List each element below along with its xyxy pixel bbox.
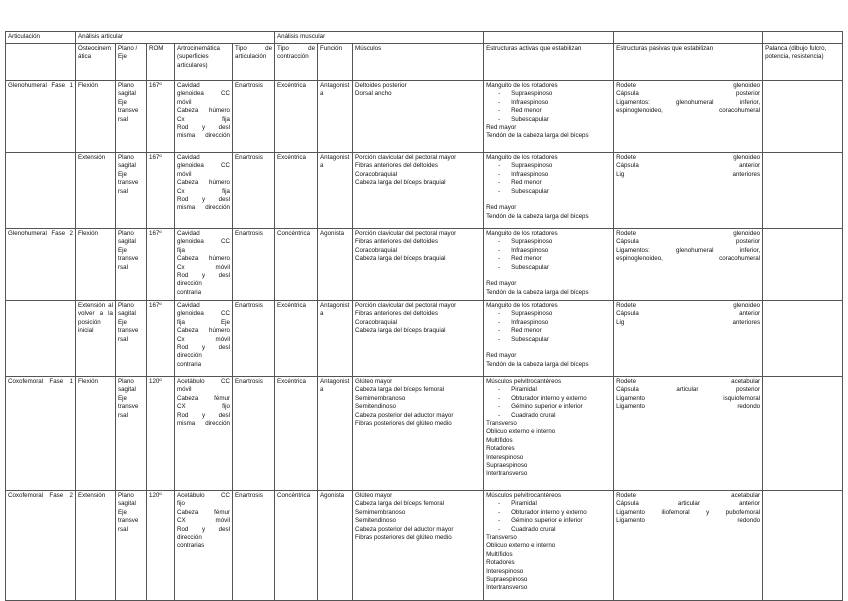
activas-line: Red mayor (486, 352, 517, 360)
list-item: - Subescapular (486, 188, 611, 196)
header-analisis-muscular: Análisis muscular (275, 32, 484, 44)
artrocinematica-cell-line: contraria (177, 288, 202, 296)
artrocinematica-cell-line: Cabeza húmero (177, 107, 230, 115)
activas-title: Músculos pelvitrocantéreos (486, 492, 562, 499)
pasivas-cell-line: Rodete glenoideo (616, 154, 761, 161)
header-row (6, 32, 843, 44)
plano-eje-cell-line: sagital (118, 90, 136, 98)
artrocinematica-cell-line: misma dirección (177, 420, 230, 428)
plano-eje-cell-line: Plano (118, 82, 134, 89)
plano-eje-cell-line: rsal (118, 525, 128, 533)
activas-cell (484, 229, 614, 301)
plano-eje-cell-line: Eje (118, 508, 127, 516)
musculos-cell-line: Cabeza larga del bíceps braquial (355, 179, 446, 187)
osteocinematica-cell: Flexión (76, 81, 116, 153)
plano-eje-cell-line: rsal (118, 115, 128, 123)
column-header-plano-eje: Plano / Eje (116, 44, 147, 81)
activas-line (486, 272, 611, 280)
tipo-contraccion-cell: Excéntrica (275, 81, 318, 153)
osteocinematica-cell: Flexión (76, 229, 116, 301)
artrocinematica-cell-line: Cavidad (177, 302, 200, 309)
artrocinematica-cell-line: contraria (177, 360, 202, 368)
activas-line: Transverso (486, 420, 517, 428)
activas-list (486, 386, 611, 420)
osteocinematica-cell: Extensión (76, 491, 116, 601)
table-row (6, 229, 843, 301)
list-item: - Gémino superior e inferior (486, 403, 611, 411)
activas-cell (484, 153, 614, 229)
artrocinematica-cell-line: Cx móvil (177, 263, 230, 271)
activas-line: Intertransverso (486, 470, 528, 478)
musculos-cell-line: Cabeza larga del bíceps braquial (355, 255, 446, 263)
musculos-cell-line: Semitendinoso (355, 517, 396, 525)
column-header-funcion: Función (318, 44, 353, 81)
artrocinematica-cell (175, 491, 233, 601)
table-row (6, 301, 843, 377)
list-item: - Subescapular (486, 336, 611, 344)
list-item: - Obturador interno y externo (486, 395, 611, 403)
musculos-cell-line: Cabeza larga del bíceps femoral (355, 500, 445, 508)
artrocinematica-cell-line: glenoidea CC (177, 238, 230, 246)
list-item: - Gémino superior e inferior (486, 517, 611, 525)
list-item: - Piramidal (486, 500, 611, 508)
artrocinematica-cell-line: fijo (177, 500, 185, 508)
activas-line: Transverso (486, 534, 517, 542)
musculos-cell-line: Coracobraquial (355, 170, 398, 178)
artrocinematica-cell (175, 301, 233, 377)
plano-eje-cell-line: Eje (118, 394, 127, 402)
musculos-cell (353, 153, 484, 229)
plano-eje-cell-line: rsal (118, 187, 128, 195)
tipo-articulacion-cell: Enartrosis (233, 301, 275, 377)
pasivas-cell (614, 377, 763, 491)
artrocinematica-cell-line: móvil (177, 386, 192, 394)
column-header-palanca: Palanca (dibujo fulcro, potencia, resistencia) (763, 44, 843, 81)
musculos-cell-line: Coracobraquial (355, 246, 398, 254)
pasivas-cell-line: Ligamentos: glenohumeral inferior, (616, 246, 761, 254)
activas-list (486, 310, 611, 344)
column-header-musculos: Músculos (353, 44, 484, 81)
rom-cell: 167º (147, 229, 175, 301)
tipo-contraccion-cell: Excéntrica (275, 377, 318, 491)
artrocinematica-cell-line: glenoidea CC (177, 162, 230, 170)
header-blank (614, 32, 763, 44)
column-header-row (6, 44, 843, 81)
pasivas-cell-line: Cápsula posterior (616, 238, 761, 246)
pasivas-cell-line: Cápsula posterior (616, 90, 761, 98)
plano-eje-cell-line: rsal (118, 411, 128, 419)
tipo-articulacion-cell: Enartrosis (233, 491, 275, 601)
plano-eje-cell-line: Plano (118, 378, 134, 385)
header-articulacion: Articulación (6, 32, 76, 44)
artrocinematica-cell-line: Rod y desl (177, 344, 230, 352)
list-item: - Infraespinoso (486, 319, 611, 327)
column-header-artrocinematica: Artrocinemática (superficies articulares) (175, 44, 233, 81)
artrocinematica-cell-line: fija (177, 246, 185, 254)
tipo-contraccion-cell: Excéntrica (275, 301, 318, 377)
musculos-cell-line: Fibras anteriores del deltoides (355, 310, 438, 318)
artrocinematica-cell-line: Rod y desl (177, 124, 230, 132)
funcion-cell: Agonista (318, 229, 353, 301)
pasivas-cell-line: Lig anteriores (616, 170, 761, 178)
plano-eje-cell-line: Eje (118, 318, 127, 326)
plano-eje-cell-line: Eje (118, 170, 127, 178)
musculos-cell (353, 301, 484, 377)
plano-eje-cell-line: Plano (118, 492, 134, 499)
plano-eje-cell (116, 81, 147, 153)
plano-eje-cell-line: transve (118, 327, 139, 335)
artrocinematica-cell-line: Acetábulo CC (177, 492, 230, 499)
table-body (6, 81, 843, 601)
pasivas-cell-line: espinoglenoideo, coracohumeral (616, 107, 761, 115)
activas-title: Manguito de los rotadores (486, 230, 558, 237)
table-row (6, 81, 843, 153)
plano-eje-cell-line: sagital (118, 310, 136, 318)
palanca-cell (763, 301, 843, 377)
artrocinematica-cell-line: dirección (177, 534, 202, 542)
activas-line (486, 196, 611, 204)
plano-eje-cell-line: sagital (118, 500, 136, 508)
artrocinematica-cell-line: Cabeza húmero (177, 327, 230, 335)
activas-line: Tendón de la cabeza larga del bíceps (486, 212, 589, 220)
tipo-contraccion-cell: Concéntrica (275, 491, 318, 601)
activas-cell (484, 491, 614, 601)
tipo-contraccion-cell: Concéntrica (275, 229, 318, 301)
plano-eje-cell (116, 229, 147, 301)
activas-line: Tendón de la cabeza larga del bíceps (486, 360, 589, 368)
plano-eje-cell-line: sagital (118, 162, 136, 170)
list-item: - Infraespinoso (486, 99, 611, 107)
tipo-articulacion-cell: Enartrosis (233, 377, 275, 491)
artrocinematica-cell (175, 153, 233, 229)
pasivas-cell-line: Ligamento iliofemoral y pubofemoral (616, 508, 761, 516)
musculos-cell-line: Cabeza larga del bíceps femoral (355, 386, 445, 394)
plano-eje-cell-line: transve (118, 179, 139, 187)
musculos-cell-line: Fibras anteriores del deltoides (355, 162, 438, 170)
activas-title: Manguito de los rotadores (486, 302, 558, 309)
pasivas-cell-line: Rodete glenoideo (616, 82, 761, 89)
artrocinematica-cell-line: CX fijo (177, 403, 230, 411)
list-item: - Infraespinoso (486, 247, 611, 255)
activas-title: Músculos pelvitrocantéreos (486, 378, 562, 385)
musculos-cell-line: Semitendinoso (355, 403, 396, 411)
musculos-cell-line: Glúteo mayor (355, 492, 393, 499)
activas-line: Supraespinoso (486, 462, 528, 470)
musculos-cell-line: Coracobraquial (355, 318, 398, 326)
plano-eje-cell-line: transve (118, 255, 139, 263)
palanca-cell (763, 81, 843, 153)
plano-eje-cell (116, 301, 147, 377)
activas-line: Intertransverso (486, 584, 528, 592)
activas-title: Manguito de los rotadores (486, 154, 558, 161)
musculos-cell-line: Semimembranoso (355, 508, 406, 516)
column-header-pasivas: Estructuras pasivas que estabilizan (614, 44, 763, 81)
plano-eje-cell-line: transve (118, 403, 139, 411)
activas-cell (484, 301, 614, 377)
musculos-cell-line: Fibras anteriores del deltoides (355, 238, 438, 246)
pasivas-cell-line: Rodete acetabular (616, 492, 761, 499)
plano-eje-cell-line: Plano (118, 230, 134, 237)
list-item: - Supraespinoso (486, 162, 611, 170)
column-header-tipo-articulacion: Tipo de articulación (233, 44, 275, 81)
musculos-cell-line: Fibras posteriores del glúteo medio (355, 534, 452, 542)
palanca-cell (763, 377, 843, 491)
tipo-articulacion-cell: Enartrosis (233, 229, 275, 301)
activas-line: Red mayor (486, 124, 517, 132)
musculos-cell-line: Porción clavicular del pectoral mayor (355, 154, 457, 161)
tipo-articulacion-cell: Enartrosis (233, 153, 275, 229)
articulacion-cell (6, 301, 76, 377)
plano-eje-cell (116, 491, 147, 601)
list-item: - Subescapular (486, 116, 611, 124)
artrocinematica-cell-line: Cavidad (177, 154, 200, 161)
artrocinematica-cell-line: Cx fija (177, 187, 230, 195)
activas-list (486, 500, 611, 534)
rom-cell: 167º (147, 301, 175, 377)
activas-line: Interespinoso (486, 453, 524, 461)
articulacion-cell (6, 153, 76, 229)
artrocinematica-cell-line: glenoidea CC (177, 310, 230, 318)
artrocinematica-cell-line: Cabeza fémur (177, 508, 230, 516)
plano-eje-cell-line: sagital (118, 238, 136, 246)
pasivas-cell-line: Rodete acetabular (616, 378, 761, 385)
osteocinematica-cell: Extensión al volver a la posición inicial (76, 301, 116, 377)
column-header-rom: ROM (147, 44, 175, 81)
palanca-cell (763, 491, 843, 601)
pasivas-cell-line: Rodete glenoideo (616, 302, 761, 309)
activas-line: Supraespinoso (486, 576, 528, 584)
funcion-cell: Antagonista (318, 301, 353, 377)
column-header-blank (6, 44, 76, 81)
artrocinematica-cell-line: Cx móvil (177, 335, 230, 343)
palanca-cell (763, 153, 843, 229)
activas-line: Red mayor (486, 280, 517, 288)
artrocinematica-cell (175, 229, 233, 301)
plano-eje-cell (116, 153, 147, 229)
activas-line: Oblicuo externo e interno (486, 542, 556, 550)
musculos-cell (353, 491, 484, 601)
artrocinematica-cell (175, 377, 233, 491)
musculos-cell (353, 81, 484, 153)
musculos-cell-line: Porción clavicular del pectoral mayor (355, 230, 457, 237)
activas-cell (484, 81, 614, 153)
musculos-cell-line: Porción clavicular del pectoral mayor (355, 302, 457, 309)
musculos-cell-line: Cabeza posterior del aductor mayor (355, 411, 454, 419)
list-item: - Red menor (486, 327, 611, 335)
musculos-cell (353, 377, 484, 491)
osteocinematica-cell: Flexión (76, 377, 116, 491)
artrocinematica-cell-line: Cavidad (177, 230, 200, 237)
artrocinematica-cell-line: CX móvil (177, 517, 230, 525)
activas-list (486, 90, 611, 124)
pasivas-cell-line: Rodete glenoideo (616, 230, 761, 237)
tipo-contraccion-cell: Excéntrica (275, 153, 318, 229)
pasivas-cell (614, 301, 763, 377)
artrocinematica-cell-line: móvil (177, 98, 192, 106)
activas-line (486, 344, 611, 352)
list-item: - Subescapular (486, 264, 611, 272)
artrocinematica-cell-line: Cabeza húmero (177, 179, 230, 187)
list-item: - Supraespinoso (486, 238, 611, 246)
artrocinematica-cell-line: Rod y desl (177, 411, 230, 419)
list-item: - Infraespinoso (486, 171, 611, 179)
pasivas-cell-line: Lig anteriores (616, 318, 761, 326)
musculos-cell-line: Cabeza posterior del aductor mayor (355, 525, 454, 533)
plano-eje-cell-line: transve (118, 517, 139, 525)
tipo-articulacion-cell: Enartrosis (233, 81, 275, 153)
funcion-cell: Antagonista (318, 81, 353, 153)
articulacion-cell: Glenohumeral Fase 2 (6, 229, 76, 301)
header-blank (763, 32, 843, 44)
osteocinematica-cell: Extensión (76, 153, 116, 229)
musculos-cell-line: Fibras posteriores del glúteo medio (355, 420, 452, 428)
table-row (6, 153, 843, 229)
activas-line: Multífidos (486, 436, 513, 444)
rom-cell: 167º (147, 81, 175, 153)
column-header-activas: Estructuras activas que estabilizan (484, 44, 614, 81)
list-item: - Supraespinoso (486, 310, 611, 318)
artrocinematica-cell-line: Rod y desl (177, 272, 230, 280)
artrocinematica-cell-line: Cx fija (177, 115, 230, 123)
artrocinematica-cell-line: glenoidea CC (177, 90, 230, 98)
header-analisis-articular: Análisis articular (76, 32, 275, 44)
palanca-cell (763, 229, 843, 301)
activas-line: Oblicuo externo e interno (486, 428, 556, 436)
document-page (5, 31, 843, 601)
musculos-cell-line: Semimembranoso (355, 394, 406, 402)
activas-line: Tendón de la cabeza larga del bíceps (486, 132, 589, 140)
pasivas-cell-line: Ligamento redondo (616, 517, 761, 525)
articulacion-cell: Coxofemoral Fase 1 (6, 377, 76, 491)
musculos-cell-line: Glúteo mayor (355, 378, 393, 385)
plano-eje-cell-line: rsal (118, 263, 128, 271)
artrocinematica-cell-line: Acetábulo CC (177, 378, 230, 385)
artrocinematica-cell-line: misma dirección (177, 204, 230, 212)
column-header-osteocinematica: Osteocinemática (76, 44, 116, 81)
musculos-cell-line: Deltoides posterior (355, 82, 407, 89)
artrocinematica-cell-line: Cabeza húmero (177, 255, 230, 263)
activas-cell (484, 377, 614, 491)
header-blank (484, 32, 614, 44)
artrocinematica-cell-line: dirección (177, 280, 202, 288)
rom-cell: 167º (147, 153, 175, 229)
pasivas-cell-line: Cápsula articular posterior (616, 386, 761, 394)
activas-list (486, 238, 611, 272)
artrocinematica-cell-line: contrarias (177, 542, 205, 550)
funcion-cell: Antagonista (318, 153, 353, 229)
table-row (6, 491, 843, 601)
artrocinematica-cell-line: Rod y desl (177, 196, 230, 204)
list-item: - Red menor (486, 255, 611, 263)
activas-line: Red mayor (486, 204, 517, 212)
column-header-tipo-contraccion: Tipo de contracción (275, 44, 318, 81)
rom-cell: 120º (147, 491, 175, 601)
artrocinematica-cell-line: móvil (177, 170, 192, 178)
rom-cell: 120º (147, 377, 175, 491)
pasivas-cell-line: Cápsula anterior (616, 310, 761, 318)
activas-line: Interespinoso (486, 567, 524, 575)
artrocinematica-cell-line: Cabeza fémur (177, 394, 230, 402)
pasivas-cell-line: Ligamentos: glenohumeral inferior, (616, 98, 761, 106)
artrocinematica-cell-line: Cavidad (177, 82, 200, 89)
plano-eje-cell-line: Plano (118, 302, 134, 309)
list-item: - Cuadrado crural (486, 526, 611, 534)
list-item: - Red menor (486, 107, 611, 115)
musculos-cell-line: Cabeza larga del bíceps braquial (355, 327, 446, 335)
plano-eje-cell (116, 377, 147, 491)
analysis-table (5, 31, 843, 601)
activas-list (486, 162, 611, 196)
plano-eje-cell-line: Eje (118, 98, 127, 106)
artrocinematica-cell (175, 81, 233, 153)
pasivas-cell (614, 153, 763, 229)
activas-line: Tendón de la cabeza larga del bíceps (486, 288, 589, 296)
pasivas-cell (614, 491, 763, 601)
articulacion-cell: Coxofemoral Fase 2 (6, 491, 76, 601)
activas-line: Rotadores (486, 559, 515, 567)
plano-eje-cell-line: Plano (118, 154, 134, 161)
funcion-cell: Agonista (318, 491, 353, 601)
musculos-cell-line: Dorsal ancho (355, 90, 392, 98)
activas-line: Rotadores (486, 445, 515, 453)
pasivas-cell-line: Cápsula articular anterior (616, 500, 761, 508)
list-item: - Obturador interno y externo (486, 509, 611, 517)
list-item: - Cuadrado crural (486, 412, 611, 420)
pasivas-cell-line: Ligamento isquiofemoral (616, 394, 761, 402)
pasivas-cell-line: Cápsula anterior (616, 162, 761, 170)
plano-eje-cell-line: transve (118, 107, 139, 115)
plano-eje-cell-line: sagital (118, 386, 136, 394)
artrocinematica-cell-line: Rod y desl (177, 525, 230, 533)
list-item: - Red menor (486, 179, 611, 187)
activas-line: Multífidos (486, 550, 513, 558)
pasivas-cell (614, 229, 763, 301)
artrocinematica-cell-line: dirección (177, 352, 202, 360)
list-item: - Supraespinoso (486, 90, 611, 98)
musculos-cell (353, 229, 484, 301)
plano-eje-cell-line: Eje (118, 246, 127, 254)
plano-eje-cell-line: rsal (118, 335, 128, 343)
list-item: - Piramidal (486, 386, 611, 394)
pasivas-cell (614, 81, 763, 153)
pasivas-cell-line: Ligamento redondo (616, 403, 761, 411)
table-row (6, 377, 843, 491)
pasivas-cell-line: espinoglenoideo, coracohumeral (616, 255, 761, 263)
artrocinematica-cell-line: fija Eje (177, 318, 230, 326)
activas-title: Manguito de los rotadores (486, 82, 558, 89)
articulacion-cell: Glenohumeral Fase 1 (6, 81, 76, 153)
artrocinematica-cell-line: misma dirección (177, 132, 230, 140)
funcion-cell: Antagonista (318, 377, 353, 491)
